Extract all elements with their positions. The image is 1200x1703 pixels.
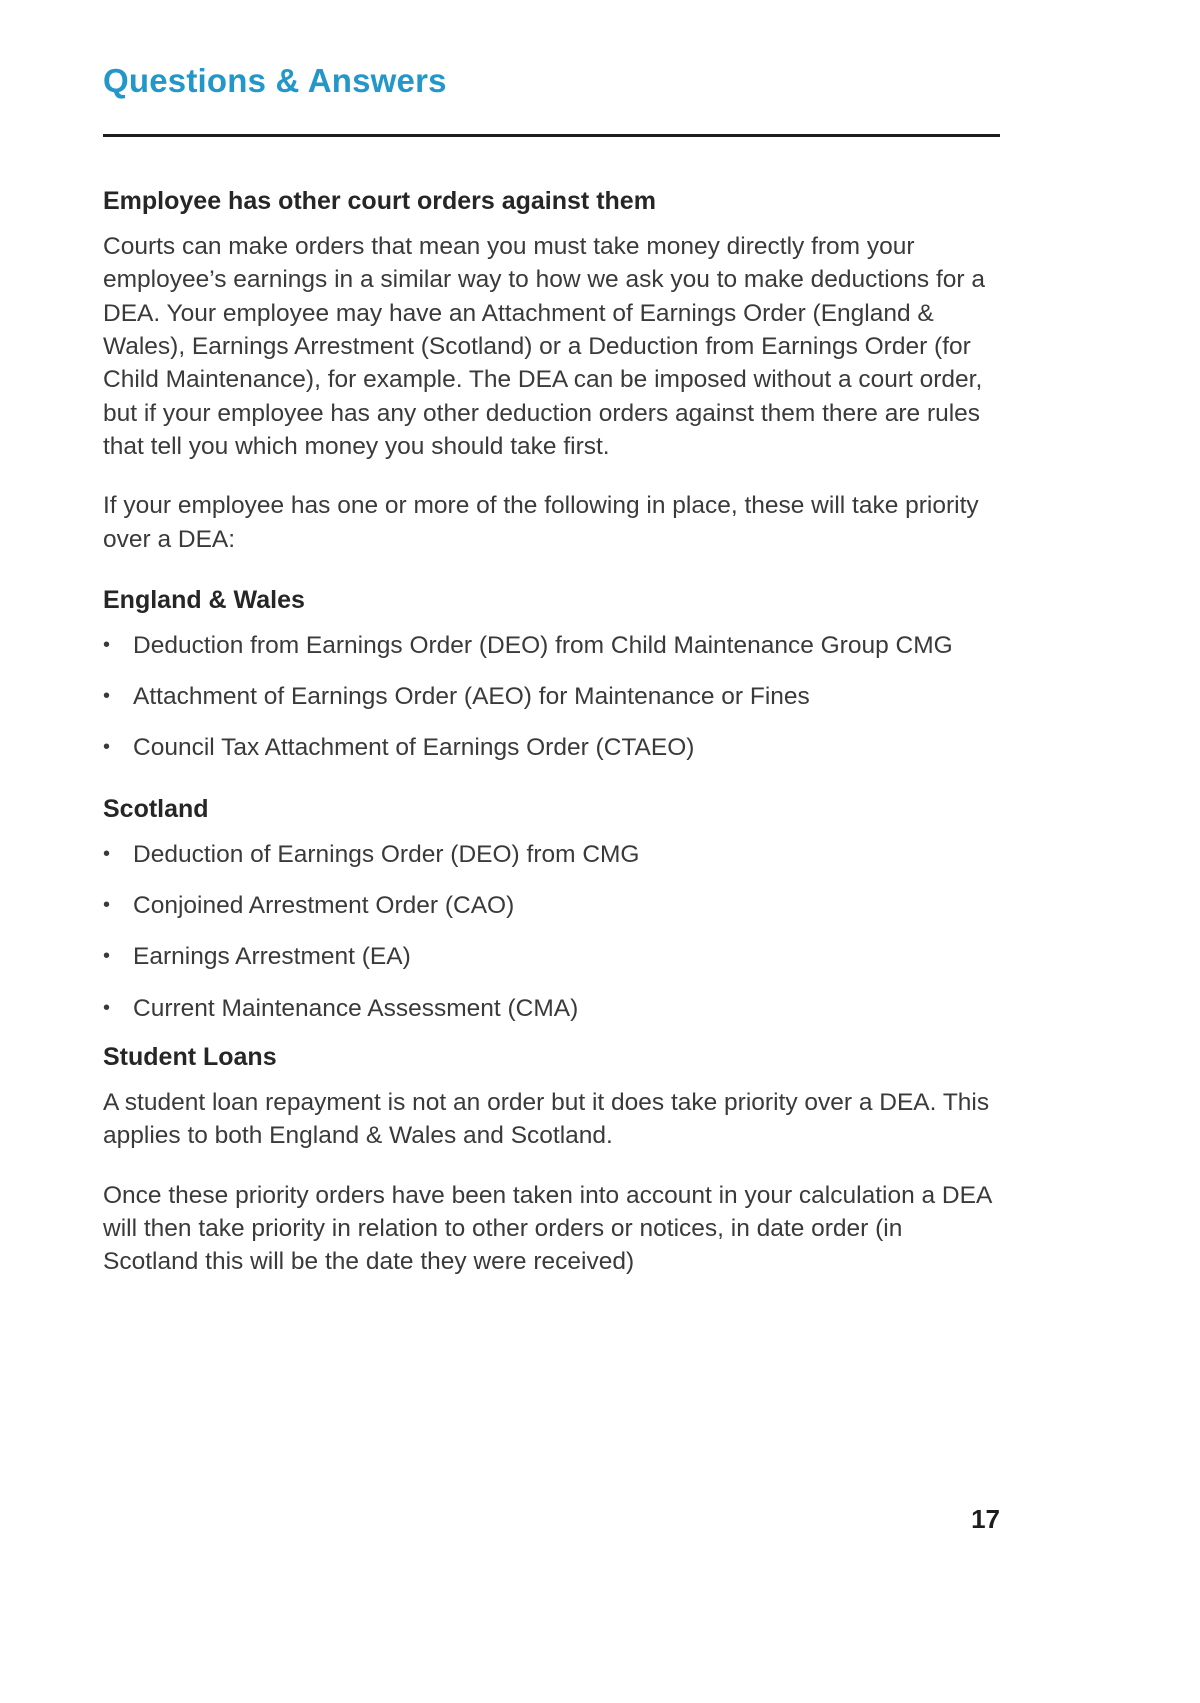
page-number: 17 bbox=[971, 1504, 1000, 1534]
bullet-marker: • bbox=[103, 996, 111, 1019]
list-item bbox=[103, 731, 1000, 764]
bullet-marker: • bbox=[103, 842, 111, 865]
bullet-marker: • bbox=[103, 633, 111, 656]
list-item-text: Current Maintenance Assessment (CMA) bbox=[133, 994, 579, 1022]
sub-heading-student-loans: Student Loans bbox=[103, 1043, 277, 1071]
page-header bbox=[103, 62, 1000, 137]
list-item-text: Attachment of Earnings Order (AEO) for Maintenance or Fines bbox=[133, 683, 810, 711]
title-divider bbox=[103, 134, 1000, 137]
paragraph-court-orders-intro: Courts can make orders that mean you must take money directly from your employee’s earnings in a similar way to how we ask you to make deductions for a DEA. Your employee may have an Attachment of Earnings Order (England & Wales), Earnings Arrestment (Scotland) or a Deduction from Earnings Order (for Child Maintenance), for example. The DEA can be imposed without a court order, but if your employee has any other deduction orders against them there are rules that tell you which money you should take first. bbox=[103, 233, 985, 460]
list-item-text: Conjoined Arrestment Order (CAO) bbox=[133, 892, 515, 920]
list-item bbox=[103, 889, 1000, 922]
list-item-text: Council Tax Attachment of Earnings Order (CTAEO) bbox=[133, 734, 695, 762]
list-item bbox=[103, 992, 1000, 1025]
list-item bbox=[103, 629, 1000, 662]
list-item bbox=[103, 838, 1000, 871]
bullet-marker: • bbox=[103, 685, 111, 708]
list-scotland bbox=[103, 838, 1000, 1025]
bullet-marker: • bbox=[103, 894, 111, 917]
list-item bbox=[103, 680, 1000, 713]
paragraph-priority-intro: If your employee has one or more of the following in place, these will take priority over a DEA: bbox=[103, 492, 979, 553]
bullet-marker: • bbox=[103, 945, 111, 968]
list-england-wales bbox=[103, 629, 1000, 765]
bullet-marker: • bbox=[103, 736, 111, 759]
paragraph-closing: Once these priority orders have been taken into account in your calculation a DEA will then take priority in relation to other orders or notices, in date order (in Scotland this will be the date they were received) bbox=[103, 1181, 991, 1276]
section-heading-court-orders: Employee has other court orders against them bbox=[103, 187, 656, 215]
list-item-text: Deduction of Earnings Order (DEO) from CMG bbox=[133, 840, 640, 868]
list-item bbox=[103, 940, 1000, 973]
list-item-text: Earnings Arrestment (EA) bbox=[133, 943, 411, 971]
page-title: Questions & Answers bbox=[103, 62, 447, 99]
content-area bbox=[103, 187, 1000, 1279]
paragraph-student-loans: A student loan repayment is not an order but it does take priority over a DEA. This applies to both England & Wales and Scotland. bbox=[103, 1089, 990, 1150]
sub-heading-scotland: Scotland bbox=[103, 794, 209, 823]
list-item-text: Deduction from Earnings Order (DEO) from Child Maintenance Group CMG bbox=[133, 631, 953, 659]
sub-heading-england-wales: England & Wales bbox=[103, 585, 305, 614]
